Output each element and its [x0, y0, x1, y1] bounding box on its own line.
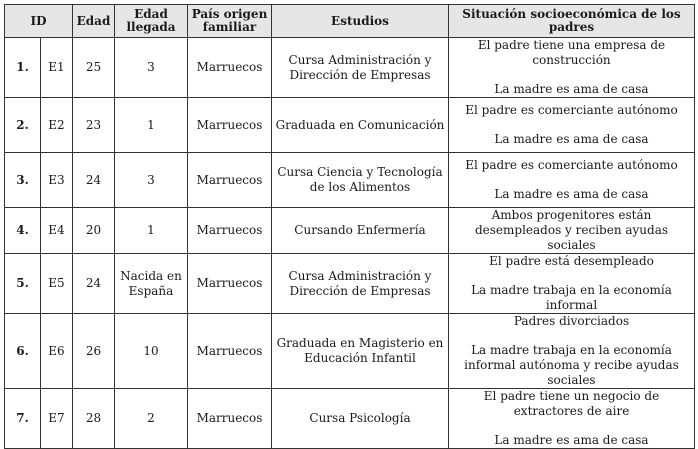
- header-estudios: Estudios: [272, 5, 449, 38]
- header-id: ID: [5, 5, 73, 38]
- situacion-madre: La madre es ama de casa: [494, 187, 649, 201]
- row-number: 6.: [5, 314, 41, 389]
- row-number: 2.: [5, 98, 41, 153]
- header-pais-origen: País origen familiar: [188, 5, 272, 38]
- situacion-padre: El padre está desempleado: [489, 254, 654, 268]
- situacion-madre: La madre es ama de casa: [494, 132, 649, 146]
- row-pais: Marruecos: [188, 153, 272, 208]
- row-code: E1: [41, 38, 73, 98]
- row-edad: 25: [73, 38, 115, 98]
- table-row: [5, 314, 695, 389]
- row-edad-llegada: Nacida en España: [115, 254, 188, 314]
- situacion-madre: La madre trabaja en la economía informal autónoma y recibe ayudas sociales: [464, 343, 679, 387]
- row-code: E2: [41, 98, 73, 153]
- row-edad-llegada: 1: [115, 98, 188, 153]
- table-row: [5, 389, 695, 449]
- row-situacion: [449, 208, 695, 254]
- table-row: [5, 38, 695, 98]
- row-edad-llegada: 3: [115, 153, 188, 208]
- row-edad-llegada: 1: [115, 208, 188, 254]
- row-number: 1.: [5, 38, 41, 98]
- situacion-madre: La madre es ama de casa: [494, 433, 649, 447]
- situacion-padre: El padre es comerciante autónomo: [465, 158, 678, 172]
- row-edad-llegada: 2: [115, 389, 188, 449]
- row-pais: Marruecos: [188, 314, 272, 389]
- row-pais: Marruecos: [188, 389, 272, 449]
- row-code: E7: [41, 389, 73, 449]
- table-header-row: [5, 5, 695, 38]
- row-situacion: [449, 314, 695, 389]
- table-row: [5, 208, 695, 254]
- row-code: E4: [41, 208, 73, 254]
- row-edad-llegada: 3: [115, 38, 188, 98]
- row-pais: Marruecos: [188, 254, 272, 314]
- table-row: [5, 153, 695, 208]
- row-estudios: Graduada en Comunicación: [272, 98, 449, 153]
- row-pais: Marruecos: [188, 208, 272, 254]
- participants-table: [4, 4, 695, 449]
- header-edad-llegada: Edad llegada: [115, 5, 188, 38]
- row-pais: Marruecos: [188, 38, 272, 98]
- row-situacion: [449, 254, 695, 314]
- row-edad: 28: [73, 389, 115, 449]
- row-pais: Marruecos: [188, 98, 272, 153]
- row-situacion: [449, 98, 695, 153]
- row-edad: 24: [73, 254, 115, 314]
- row-edad: 23: [73, 98, 115, 153]
- row-edad: 20: [73, 208, 115, 254]
- row-estudios: Cursa Administración y Dirección de Empresas: [272, 254, 449, 314]
- row-edad: 26: [73, 314, 115, 389]
- row-code: E6: [41, 314, 73, 389]
- row-situacion: [449, 153, 695, 208]
- row-estudios: Cursa Administración y Dirección de Empresas: [272, 38, 449, 98]
- row-number: 7.: [5, 389, 41, 449]
- table-row: [5, 98, 695, 153]
- situacion-padres: Ambos progenitores están desempleados y reciben ayudas sociales: [474, 208, 669, 252]
- row-edad-llegada: 10: [115, 314, 188, 389]
- row-number: 4.: [5, 208, 41, 254]
- header-situacion: Situación socioeconómica de los padres: [449, 5, 695, 38]
- row-estudios: Cursa Ciencia y Tecnología de los Alimentos: [272, 153, 449, 208]
- row-estudios: Cursando Enfermería: [272, 208, 449, 254]
- situacion-madre: La madre trabaja en la economía informal: [471, 283, 672, 312]
- row-estudios: Graduada en Magisterio en Educación Infantil: [272, 314, 449, 389]
- situacion-padre: El padre es comerciante autónomo: [465, 103, 678, 117]
- situacion-padre: El padre tiene una empresa de construcción: [477, 38, 666, 67]
- header-edad: Edad: [73, 5, 115, 38]
- row-estudios: Cursa Psicología: [272, 389, 449, 449]
- row-code: E3: [41, 153, 73, 208]
- situacion-padre: El padre tiene un negocio de extractores de aire: [483, 389, 660, 418]
- table-row: [5, 254, 695, 314]
- situacion-madre: La madre es ama de casa: [494, 82, 649, 96]
- row-edad: 24: [73, 153, 115, 208]
- situacion-padres: Padres divorciados: [513, 314, 630, 328]
- row-situacion: [449, 38, 695, 98]
- row-code: E5: [41, 254, 73, 314]
- row-number: 3.: [5, 153, 41, 208]
- row-number: 5.: [5, 254, 41, 314]
- row-situacion: [449, 389, 695, 449]
